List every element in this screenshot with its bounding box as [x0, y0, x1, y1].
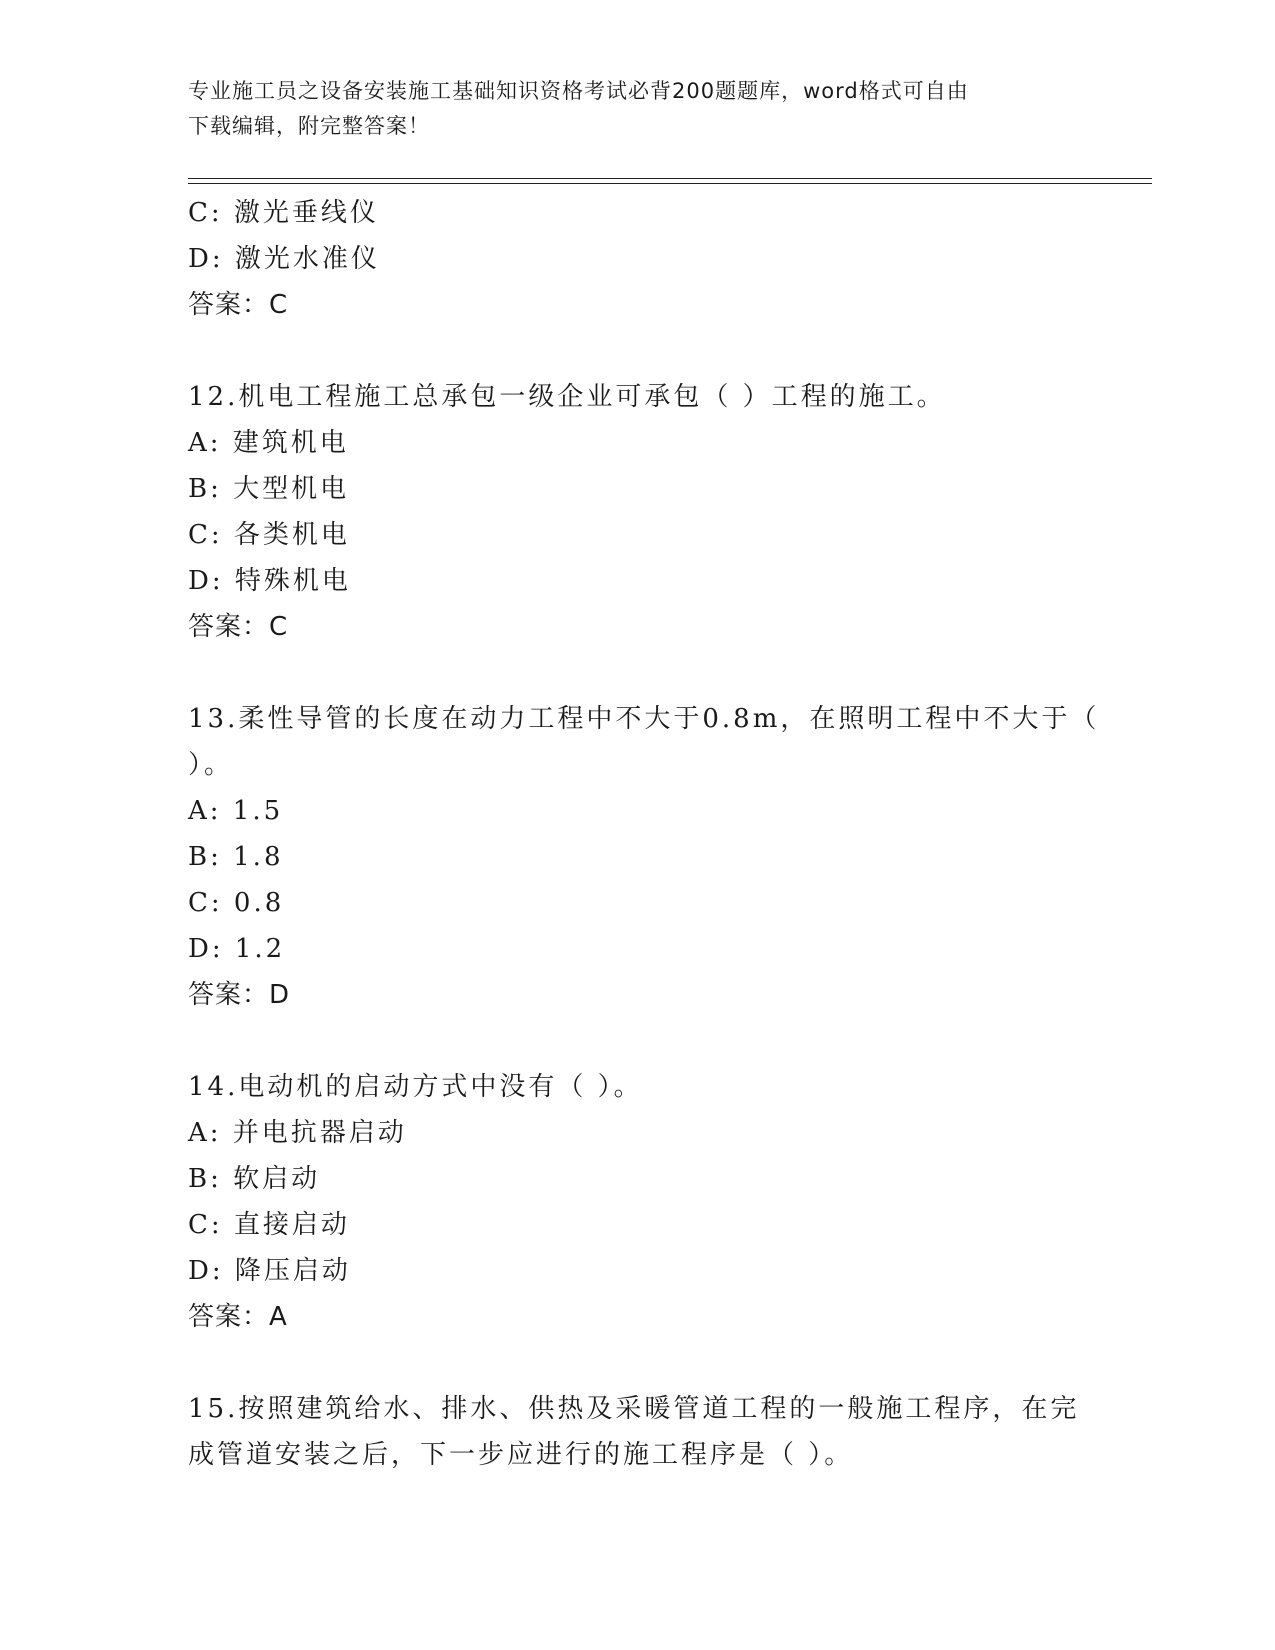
option-line: B: 1.8 — [188, 842, 284, 872]
question-list — [188, 190, 1100, 1478]
option-line: D: 激光水准仪 — [188, 244, 380, 274]
question-block — [188, 1386, 1088, 1478]
question-stem: 15.按照建筑给水、排水、供热及采暖管道工程的一般施工程序，在完 — [188, 1394, 1080, 1424]
question-stem: 12.机电工程施工总承包一级企业可承包（ ）工程的施工。 — [188, 382, 946, 412]
question-stem: 13.柔性导管的长度在动力工程中不大于0.8m，在照明工程中不大于（ — [188, 704, 1100, 734]
answer-line: 答案：C — [188, 612, 289, 642]
document-header — [188, 74, 1088, 144]
option-line: D: 降压启动 — [188, 1256, 351, 1286]
option-line: B: 软启动 — [188, 1164, 321, 1194]
header-line-1: 专业施工员之设备安装施工基础知识资格考试必背200题题库，word格式可自由 — [188, 79, 969, 103]
option-line: B: 大型机电 — [188, 474, 350, 504]
header-line-2: 下载编辑，附完整答案！ — [188, 114, 430, 138]
question-block — [188, 1064, 1088, 1340]
option-line: C: 直接启动 — [188, 1210, 350, 1240]
option-line: C: 激光垂线仪 — [188, 198, 379, 228]
option-line: A: 1.5 — [188, 796, 284, 826]
option-line: C: 各类机电 — [188, 520, 350, 550]
question-block — [188, 374, 1088, 650]
header-divider-top — [188, 178, 1152, 179]
option-line: D: 1.2 — [188, 934, 286, 964]
question-stem: 成管道安装之后，下一步应进行的施工程序是（ ）。 — [188, 1440, 854, 1470]
answer-line: 答案：D — [188, 980, 291, 1010]
answer-line: 答案：C — [188, 290, 289, 320]
question-block — [188, 696, 1100, 1018]
question-stem: 14.电动机的启动方式中没有（ ）。 — [188, 1072, 643, 1102]
option-line: A: 建筑机电 — [188, 428, 349, 458]
header-divider-bottom — [188, 183, 1152, 184]
option-line: A: 并电抗器启动 — [188, 1118, 407, 1148]
option-line: D: 特殊机电 — [188, 566, 351, 596]
question-stem: ）。 — [188, 750, 234, 780]
answer-line: 答案：A — [188, 1302, 288, 1332]
option-line: C: 0.8 — [188, 888, 285, 918]
question-block — [188, 190, 1088, 328]
